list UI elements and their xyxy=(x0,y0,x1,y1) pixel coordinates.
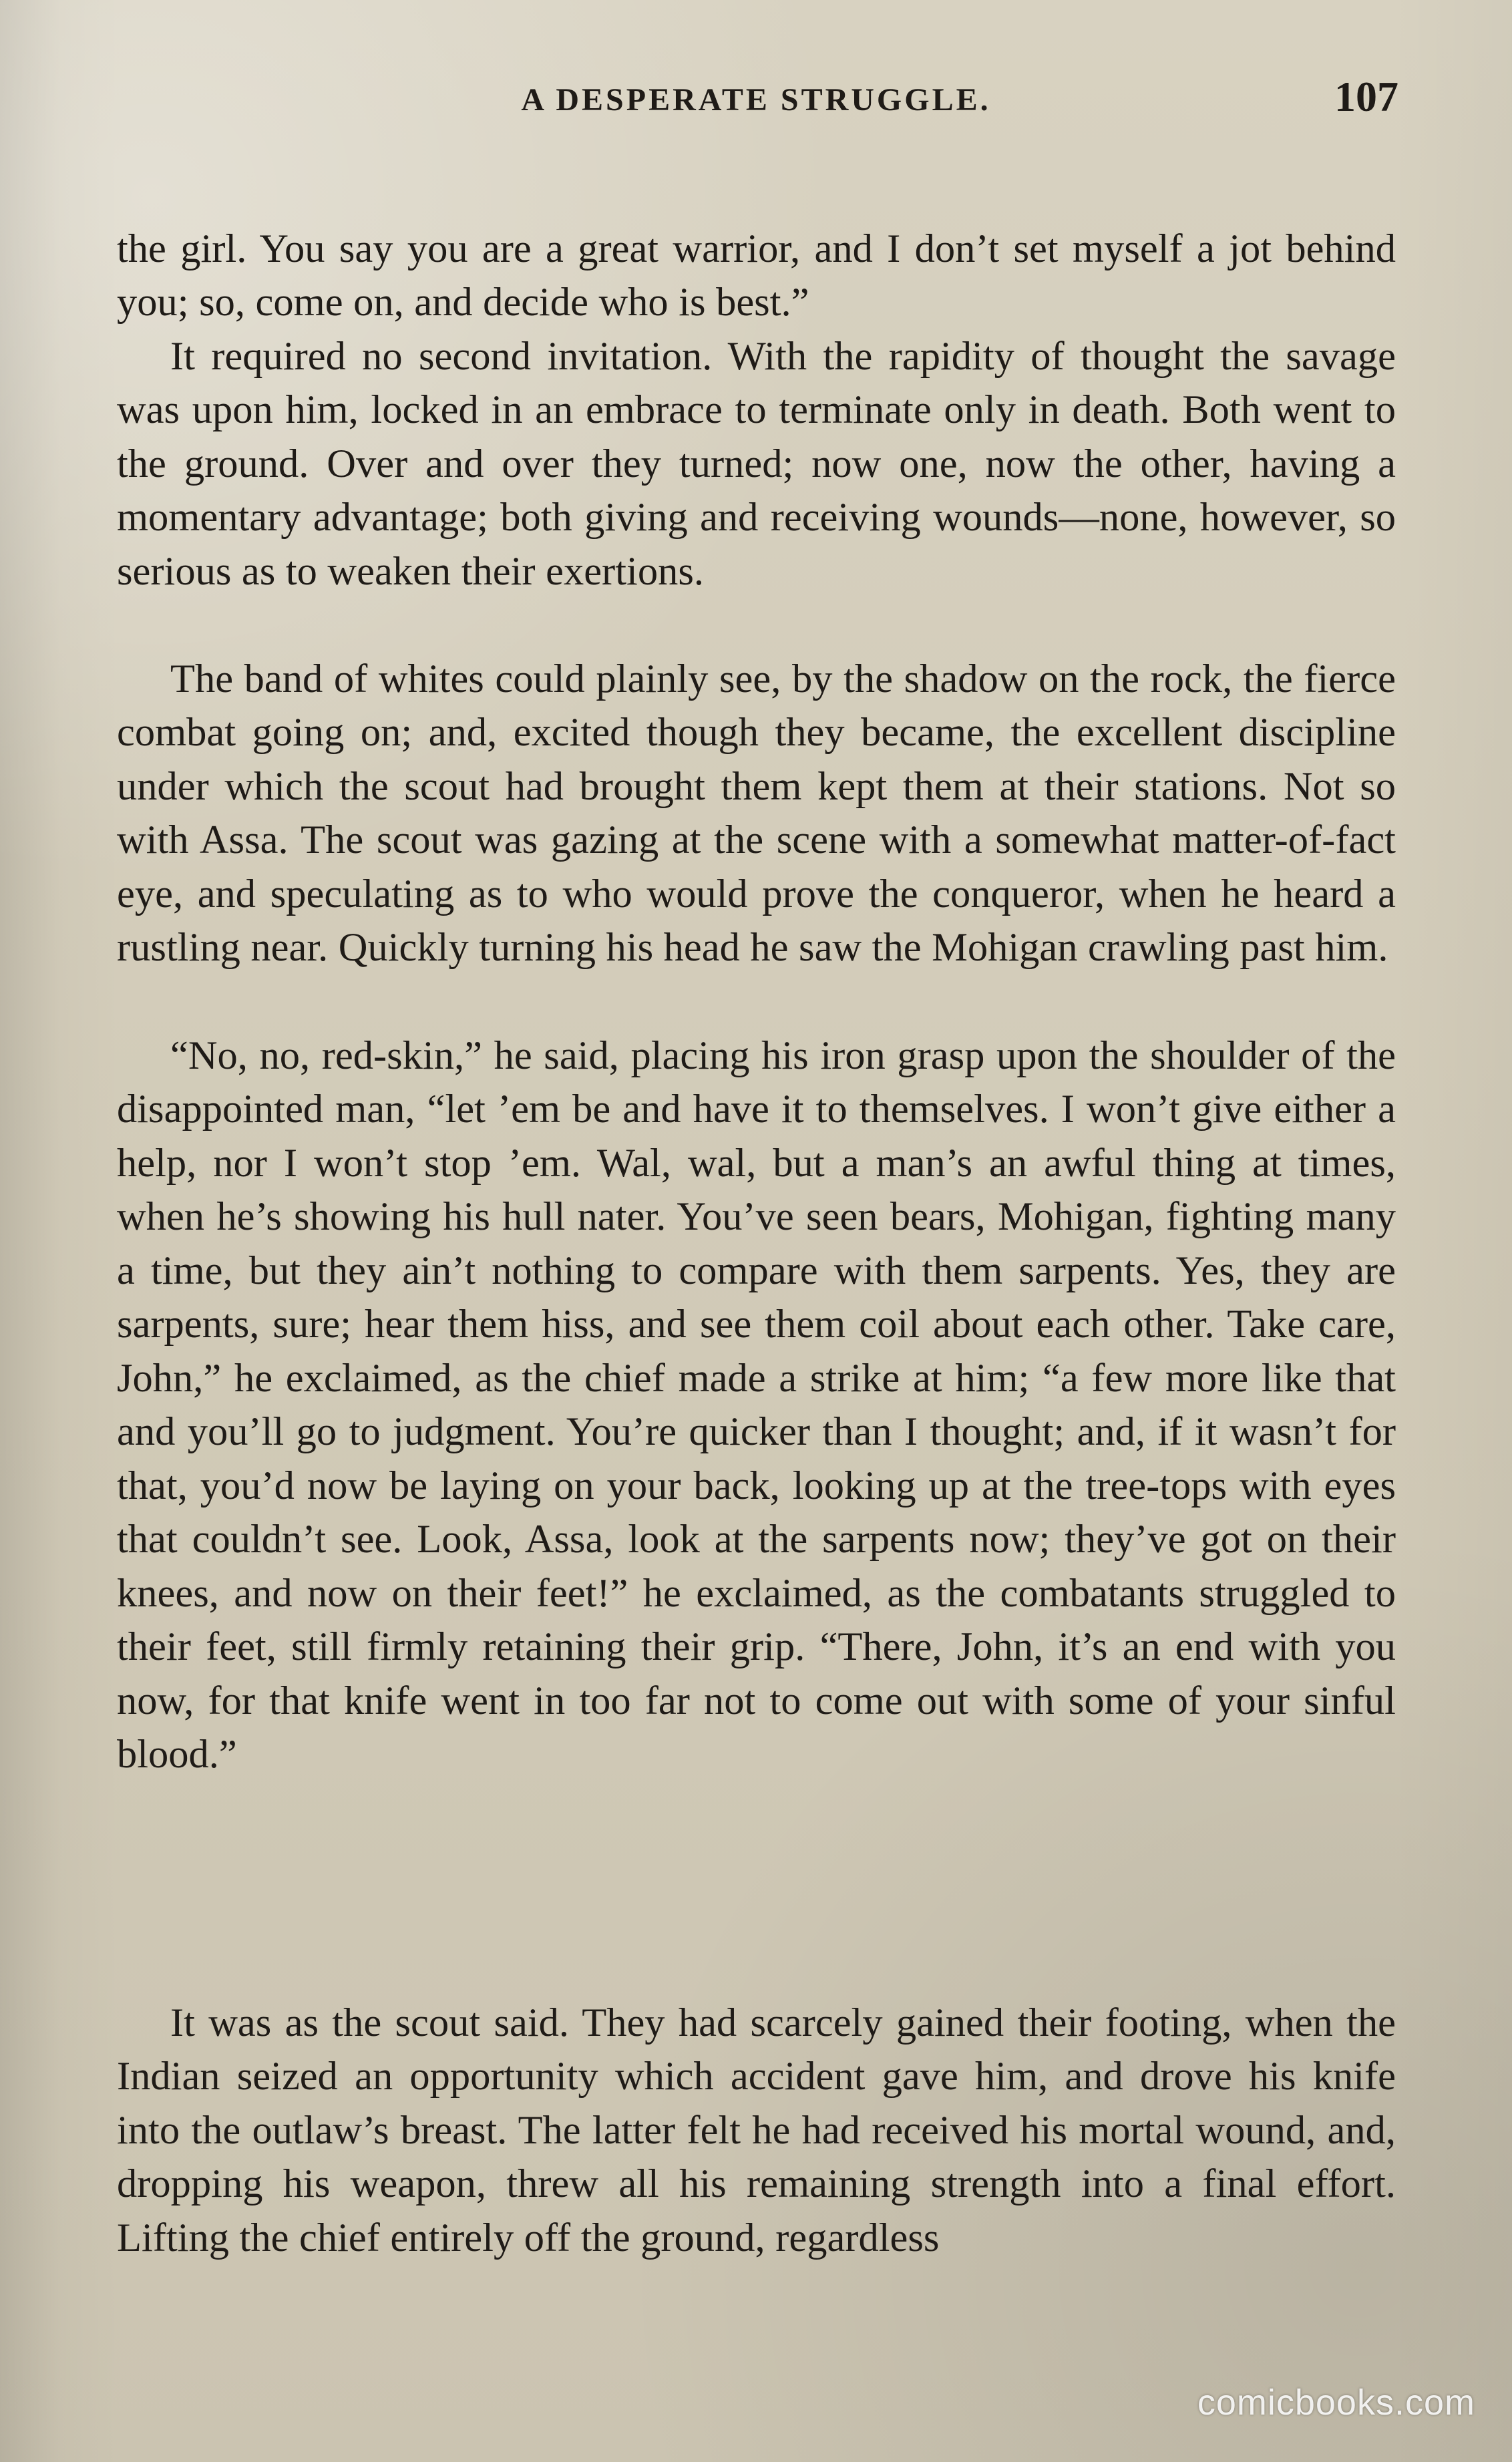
paragraph-5: It was as the scout said. They had scarcely gained their footing, when the Indian seized an opportunity which accident gave him, and drove his knife into the outlaw’s breast. The latter felt he had received his mortal wound, and, dropping his weapon, threw all his remaining strength into a final effort. Lifting the chief entirely off the ground, regardless xyxy=(117,2000,1396,2260)
page-header xyxy=(114,72,1398,126)
running-head: A DESPERATE STRUGGLE. xyxy=(521,82,991,118)
paragraph-3: The band of whites could plainly see, by the shadow on the rock, the fierce combat going on; and, excited though they became, the excellent discipline under which the scout had brought them kept them at their stations. Not so with Assa. The scout was gazing at the scene with a somewhat matter-of-fact eye, and speculating as to who would prove the conqueror, when he heard a rustling near. Quickly turning his head he saw the Mohigan crawling past him. xyxy=(117,656,1396,970)
body-text xyxy=(117,182,1396,2319)
paragraph-4: “No, no, red-skin,” he said, placing his iron grasp upon the shoulder of the disappointed man, “let ’em be and have it to themselves. I won’t give either a help, nor I won’t stop ’em. Wal, wal, but a man’s an awful thing at times, when he’s showing his hull nater. You’ve seen bears, Mohigan, fighting many a time, but they ain’t nothing to compare with them sarpents. Yes, they are sarpents, sure; hear them hiss, and see them coil about each other. Take care, John,” he exclaimed, as the chief made a strike at him; “a few more like that and you’ll go to judgment. You’re quicker than I thought; and, if it wasn’t for that, you’d now be laying on your back, looking up at the tree-tops with eyes that couldn’t see. Look, Assa, look at the sarpents now; they’ve got on their knees, and now on their feet!” he exclaimed, as the combatants struggled to their feet, still firmly retaining their grip. “There, John, it’s an end with you now, for that knife went in too far not to come out with some of your sinful blood.” xyxy=(117,1033,1396,1777)
paragraph-2: It required no second invitation. With the rapidity of thought the savage was upon him, locked in an embrace to terminate only in death. Both went to the ground. Over and over they turned; now one, now the other, having a momentary advantage; both giving and receiving wounds—none, however, so serious as to weaken their exertions. xyxy=(117,333,1396,594)
page-number: 107 xyxy=(1334,73,1398,120)
site-watermark: comicbooks.com xyxy=(1197,2383,1475,2423)
paragraph-1: the girl. You say you are a great warrior, and I don’t set myself a jot behind you; so, come on, and decide who is best.” xyxy=(117,226,1396,325)
